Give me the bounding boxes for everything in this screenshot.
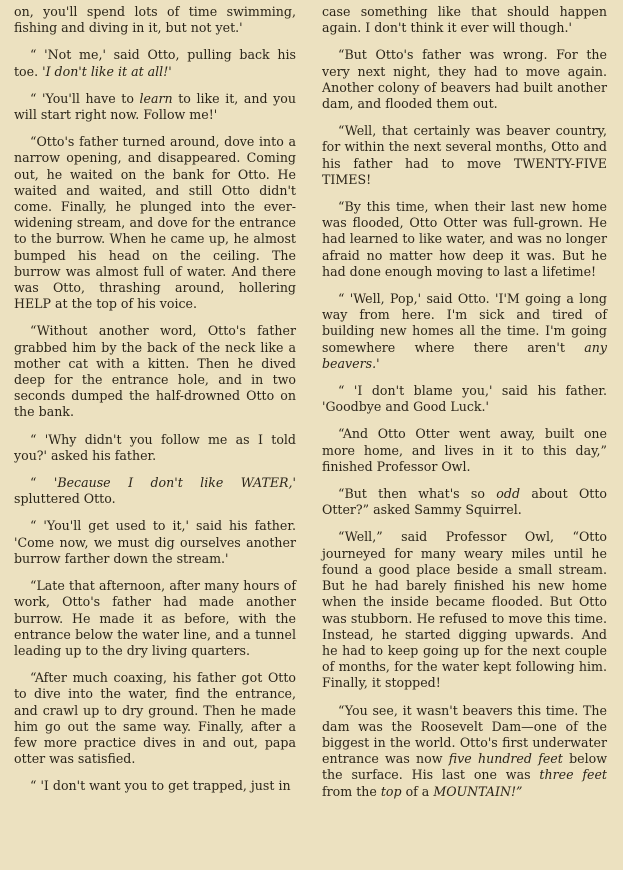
text-run: spluttered Otto.: [14, 491, 116, 507]
emphasis: any beavers.': [322, 339, 607, 371]
paragraph: “Well, that certainly was beaver country, for within the next several months, Otto and his father had to move TWENTY-FIVE TIMES!: [322, 123, 607, 187]
paragraph: “After much coaxing, his father got Otto to dive into the water, find the entrance, and crawl up to dry ground. Then he made him go out the same way. Finally, after a few more practice dives in and out, papa otter was satisfied.: [14, 670, 296, 767]
paragraph: “But Otto's father was wrong. For the very next night, they had to move again. Another colony of beavers had built another dam, and flooded them out.: [322, 47, 607, 112]
emphasis: three feet: [539, 767, 607, 783]
emphasis: odd: [496, 486, 521, 502]
emphasis: learn: [139, 90, 173, 106]
right-column: [322, 4, 607, 811]
paragraph: [14, 475, 296, 507]
text-run: “ 'Not me,' said Otto, pulling back his toe.: [14, 47, 296, 79]
emphasis: Because I don't like WATER,': [57, 475, 297, 491]
emphasis: MOUNTAIN!”: [433, 783, 523, 799]
text-run: “ ': [30, 475, 58, 491]
left-column: [14, 4, 296, 806]
text-run: about Otto Otter?” asked Sammy Squirrel.: [322, 486, 607, 518]
text-run: below the surface. His last one was: [322, 751, 607, 783]
paragraph: [322, 703, 607, 800]
paragraph: “Late that afternoon, after many hours of work, Otto's father had made another burrow. He made it as before, with the entrance below the water line, and a tunnel leading up to the dry living quarters.: [14, 578, 296, 658]
paragraph: “ 'I don't want you to get trapped, just in: [30, 778, 291, 794]
paragraph: “ 'You'll get used to it,' said his father. 'Come now, we must dig ourselves another burrow farther down the stream.': [14, 518, 296, 566]
text-run: to like it, and you will start right now. Follow me!': [14, 90, 296, 123]
text-run: “ 'You'll have to: [30, 90, 140, 106]
paragraph: [14, 47, 296, 79]
text-run: of a: [401, 783, 434, 799]
paragraph: [322, 486, 607, 518]
text-run: “You see, it wasn't beavers this time. The dam was the Roosevelt Dam—one of the biggest in the world. Otto's first underwater entrance was now: [322, 702, 607, 767]
text-run: “But then what's so: [338, 486, 497, 502]
emphasis: 'I don't like it at all!': [42, 63, 172, 79]
paragraph: “ 'I don't blame you,' said his father. 'Goodbye and Good Luck.': [322, 383, 607, 415]
paragraph: on, you'll spend lots of time swimming, fishing and diving in it, but not yet.': [14, 4, 296, 36]
paragraph: “And Otto Otter went away, built one more home, and lives in it to this day,” finished Professor Owl.: [322, 426, 607, 474]
paragraph: “ 'Why didn't you follow me as I told you?' asked his father.: [14, 431, 296, 463]
paragraph: [14, 91, 296, 123]
paragraph: “By this time, when their last new home was flooded, Otto Otter was full-grown. He had learned to like water, and was no longer afraid no matter how deep it was. But he had done enough moving to last a lifetime!: [322, 199, 607, 279]
paragraph: “Well,” said Professor Owl, “Otto journeyed for many weary miles until he found a good place beside a small stream. But he had barely finished his new home when the inside became flooded. But Otto was stubborn. He refused to move this time. Instead, he started digging upwards. And he had to keep going up for the next couple of months, for the water kept following him. Finally, it stopped!: [322, 529, 607, 691]
text-run: from the: [322, 783, 381, 799]
emphasis: five hundred feet: [448, 751, 563, 767]
emphasis: top: [380, 783, 402, 799]
paragraph: [322, 291, 607, 372]
paragraph: case something like that should happen again. I don't think it ever will though.': [322, 4, 607, 36]
paragraph: “Without another word, Otto's father grabbed him by the back of the neck like a mother cat with a kitten. Then he dived deep for the entrance hole, and in two seconds dumped the half-drowned Otto on the bank.: [14, 323, 296, 420]
text-run: “ 'Well, Pop,' said Otto. 'I'M going a long way from here. I'm sick and tired of building new homes all the time. I'm going somewhere where there aren't: [322, 291, 607, 355]
paragraph: “Otto's father turned around, dove into a narrow opening, and disappeared. Coming out, he waited on the bank for Otto. He waited and waited, and still Otto didn't come. Finally, he plunged into the ever-widening stream, and dove for the entrance to the burrow. When he came up, he almost bumped his head on the ceiling. The burrow was almost full of water. And there was Otto, thrashing around, hollering HELP at the top of his voice.: [14, 134, 296, 312]
